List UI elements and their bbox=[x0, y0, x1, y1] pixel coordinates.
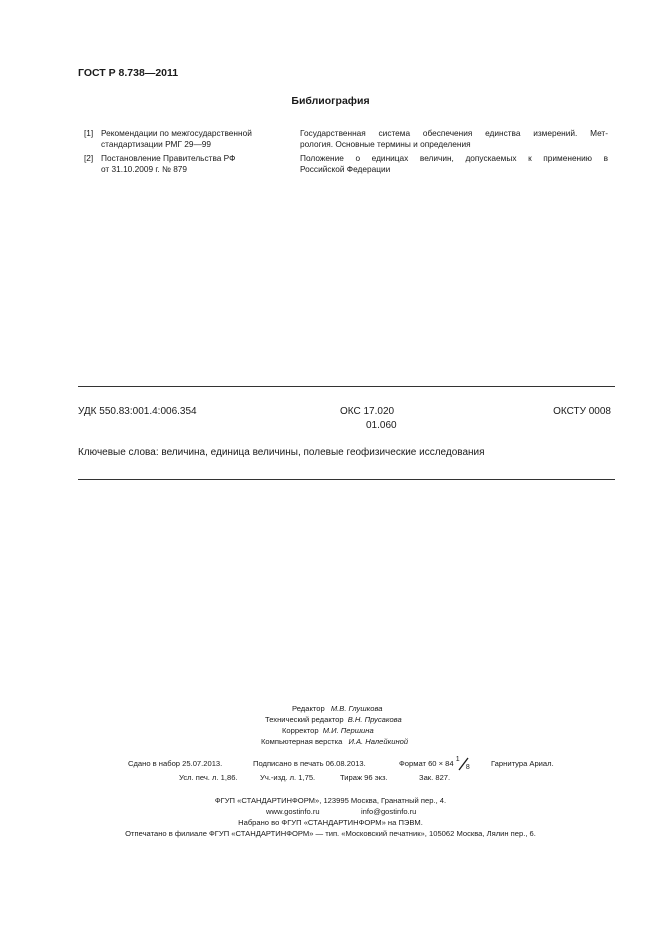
editor-label: Редактор bbox=[292, 704, 325, 713]
publisher-website: www.gostinfo.ru bbox=[266, 807, 320, 816]
format-numerator: 1 bbox=[455, 756, 460, 763]
editor-name: М.В. Глушкова bbox=[330, 704, 383, 713]
format-info bbox=[399, 757, 470, 771]
tech-editor-name: В.Н. Прусакова bbox=[347, 715, 402, 724]
corrector-line bbox=[282, 726, 374, 737]
oks-code: ОКС 17.020 bbox=[340, 406, 395, 417]
print-sheets: Усл. печ. л. 1,86. bbox=[179, 773, 238, 782]
bib-entry-source: Постановление Правительства РФ bbox=[101, 153, 236, 163]
oks-code-secondary: 01.060 bbox=[366, 420, 397, 431]
tech-editor-label: Технический редактор bbox=[265, 715, 344, 724]
udk-code: УДК 550.83:001.4:006.354 bbox=[78, 406, 197, 417]
typeset-info: Набрано во ФГУП «СТАНДАРТИНФОРМ» на ПЭВМ. bbox=[238, 818, 423, 827]
okstu-code: ОКСТУ 0008 bbox=[553, 406, 611, 417]
bib-entry-number: [1] bbox=[84, 128, 94, 138]
printed-info: Отпечатано в филиале ФГУП «СТАНДАРТИНФОРМ» — тип. «Московский печатник», 105062 Москва, Лялин пер., 6. bbox=[125, 829, 536, 838]
tech-editor-line bbox=[265, 715, 402, 726]
bib-entry-description: Государственная система обеспечения единства измерений. Мет- bbox=[300, 128, 608, 138]
corrector-label: Корректор bbox=[282, 726, 319, 735]
font-info: Гарнитура Ариал. bbox=[491, 759, 554, 768]
publisher-address: ФГУП «СТАНДАРТИНФОРМ», 123995 Москва, Гранатный пер., 4. bbox=[214, 796, 447, 805]
layout-label: Компьютерная верстка bbox=[261, 737, 343, 746]
standard-number: ГОСТ Р 8.738—2011 bbox=[78, 67, 179, 79]
order-number: Зак. 827. bbox=[419, 773, 451, 782]
bib-entry-description: рология. Основные термины и определения bbox=[300, 139, 471, 149]
layout-name: И.А. Налейкиной bbox=[348, 737, 409, 746]
keywords-line: Ключевые слова: величина, единица величины, полевые геофизические исследования bbox=[78, 447, 485, 458]
format-fraction bbox=[456, 757, 470, 771]
submitted-date: Сдано в набор 25.07.2013. bbox=[128, 759, 223, 768]
bib-entry-description: Российской Федерации bbox=[300, 164, 391, 174]
format-denominator: 8 bbox=[465, 763, 470, 771]
circulation: Тираж 96 экз. bbox=[340, 773, 388, 782]
bib-entry-description: Положение о единицах величин, допускаемых к применению в bbox=[300, 153, 608, 163]
bib-entry-source: от 31.10.2009 г. № 879 bbox=[101, 164, 188, 174]
bib-entry-number: [2] bbox=[84, 153, 94, 163]
bib-entry-source: стандартизации РМГ 29—99 bbox=[101, 139, 212, 149]
format-label: Формат 60 × 84 bbox=[399, 759, 454, 768]
publisher-email: info@gostinfo.ru bbox=[361, 807, 417, 816]
signed-date: Подписано в печать 06.08.2013. bbox=[253, 759, 366, 768]
divider-bottom bbox=[78, 479, 615, 480]
pub-sheets: Уч.-изд. л. 1,75. bbox=[260, 773, 316, 782]
editor-line bbox=[292, 704, 382, 715]
corrector-name: М.И. Першина bbox=[322, 726, 374, 735]
bibliography-title: Библиография bbox=[291, 95, 370, 107]
bib-entry-source: Рекомендации по межгосударственной bbox=[101, 128, 252, 138]
layout-line bbox=[261, 737, 408, 748]
divider-top bbox=[78, 386, 615, 387]
